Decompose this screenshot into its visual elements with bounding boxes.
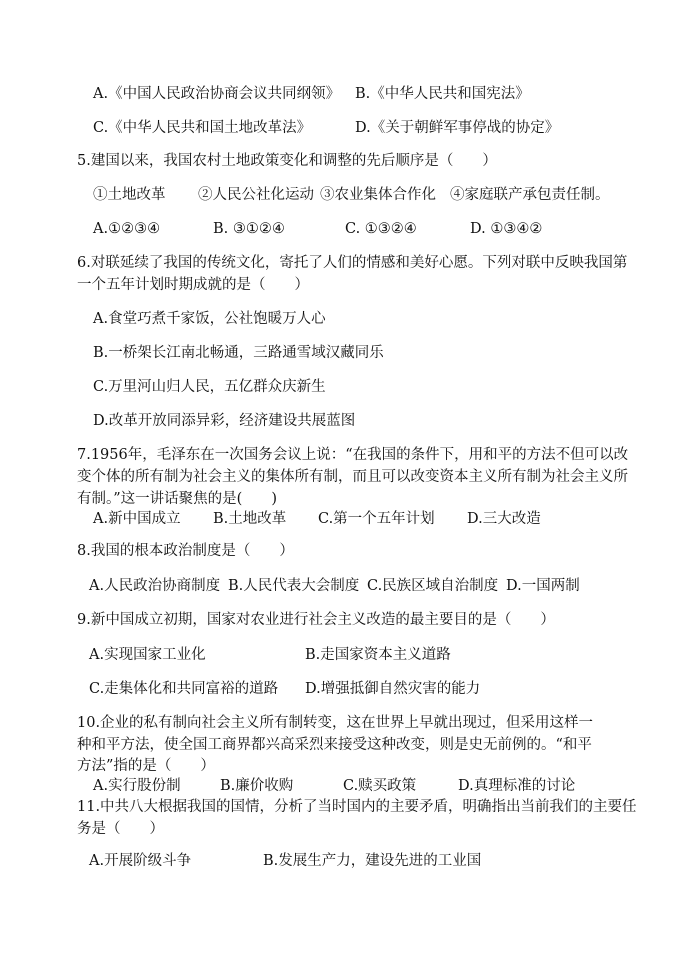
q8-option-c: C.民族区域自治制度	[367, 578, 499, 594]
q9-option-b: B.走国家资本主义道路	[305, 647, 451, 663]
q7-stem-line-1: 7.1956年，毛泽东在一次国务会议上说：“在我国的条件下，用和平的方法不但可以改	[77, 447, 629, 463]
q11-stem-line-2: 务是（ ）	[77, 821, 164, 837]
q7-option-d: D.三大改造	[467, 511, 541, 527]
q5-option-a: A.①②③④	[93, 221, 161, 237]
q6-option-d: D.改革开放同添异彩，经济建设共展蓝图	[93, 413, 356, 429]
q8-option-b: B.人民代表大会制度	[228, 578, 360, 594]
q6-option-a: A.食堂巧煮千家饭，公社饱暖万人心	[93, 311, 326, 327]
q11-stem-line-1: 11.中共八大根据我国的国情，分析了当时国内的主要矛盾，明确指出当前我们的主要任	[77, 799, 637, 815]
q9-stem: 9.新中国成立初期，国家对农业进行社会主义改造的最主要目的是（ ）	[77, 612, 555, 628]
q11-option-b: B.发展生产力，建设先进的工业国	[263, 853, 482, 869]
q6-stem-line-1: 6.对联延续了我国的传统文化，寄托了人们的情感和美好心愿。下列对联中反映我国第	[77, 255, 628, 271]
q6-stem-line-2: 一个五年计划时期成就的是（ ）	[77, 277, 309, 293]
q10-stem-line-2: 种和平方法，使全国工商界都兴高采烈来接受这种改变，则是史无前例的。“和平	[77, 737, 592, 753]
q8-option-d: D.一国两制	[506, 578, 580, 594]
q9-option-c: C.走集体化和共同富裕的道路	[89, 681, 279, 697]
q10-option-d: D.真理标准的讨论	[458, 778, 576, 794]
q10-option-c: C.赎买政策	[343, 778, 417, 794]
q10-stem-line-1: 10.企业的私有制向社会主义所有制转变，这在世界上早就出现过，但采用这样一	[77, 715, 594, 731]
q7-option-a: A.新中国成立	[93, 511, 181, 527]
q6-option-b: B.一桥架长江南北畅通，三路通雪域汉藏同乐	[93, 345, 384, 361]
q10-stem-line-3: 方法”指的是（ ）	[77, 758, 215, 774]
q8-stem: 8.我国的根本政治制度是（ ）	[77, 543, 294, 559]
q10-option-b: B.廉价收购	[220, 778, 294, 794]
q5-stem: 5.建国以来，我国农村土地政策变化和调整的先后顺序是（ ）	[77, 153, 497, 169]
q5-item-4: ④家庭联产承包责任制。	[450, 187, 610, 203]
q4-option-d: D.《关于朝鲜军事停战的协定》	[355, 120, 560, 136]
q10-option-a: A.实行股份制	[93, 778, 181, 794]
q4-option-c: C.《中华人民共和国土地改革法》	[93, 120, 312, 136]
q7-option-b: B.土地改革	[213, 511, 287, 527]
q5-item-2: ②人民公社化运动	[198, 187, 314, 203]
q5-item-3: ③农业集体合作化	[320, 187, 436, 203]
q6-option-c: C.万里河山归人民，五亿群众庆新生	[93, 379, 326, 395]
q5-option-d: D. ①③④②	[470, 221, 543, 237]
q11-option-a: A.开展阶级斗争	[89, 853, 192, 869]
q5-item-1: ①土地改革	[93, 187, 166, 203]
q9-option-d: D.增强抵御自然灾害的能力	[305, 681, 481, 697]
q5-option-c: C. ①③②④	[345, 221, 417, 237]
q4-option-a: A.《中国人民政治协商会议共同纲领》	[93, 86, 341, 102]
q7-stem-line-3: 有制。”这一讲话聚焦的是( )	[77, 491, 277, 507]
q7-stem-line-2: 变个体的所有制为社会主义的集体所有制，而且可以改变资本主义所有制为社会主义所	[77, 469, 628, 485]
q4-option-b: B.《中华人民共和国宪法》	[355, 86, 530, 102]
q7-option-c: C.第一个五年计划	[318, 511, 435, 527]
q9-option-a: A.实现国家工业化	[89, 647, 206, 663]
q8-option-a: A.人民政治协商制度	[89, 578, 221, 594]
q5-option-b: B. ③①②④	[213, 221, 285, 237]
